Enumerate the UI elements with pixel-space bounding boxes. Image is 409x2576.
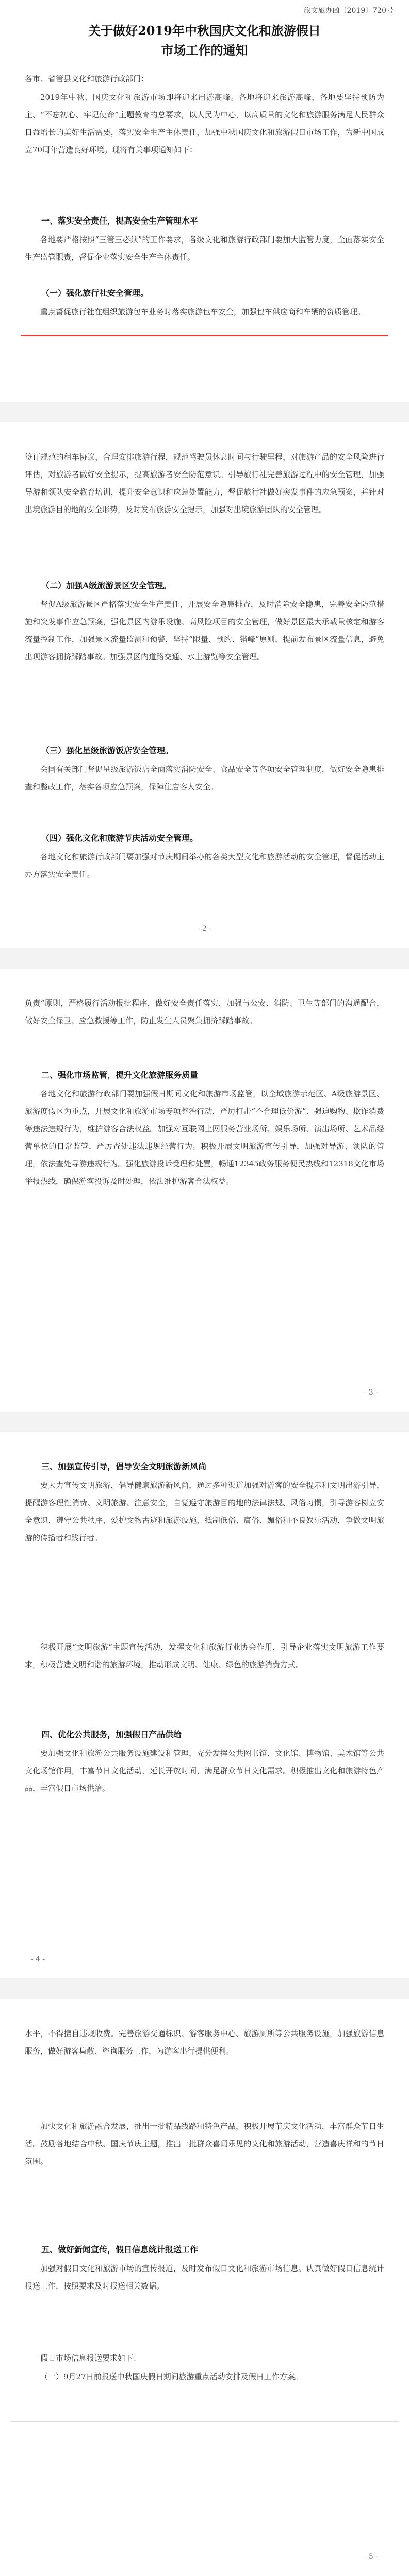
section-1-heading: 一、落实安全责任，提高安全生产管理水平 bbox=[41, 216, 199, 226]
section-4-heading: 四、优化公共服务，加强假日产品供给 bbox=[41, 1730, 182, 1739]
page-gap bbox=[0, 1978, 409, 1999]
page-gap bbox=[0, 1412, 409, 1432]
page-gap bbox=[0, 948, 409, 969]
section-2-paragraph: 各地文化和旅游行政部门要加强假日期间文化和旅游市场监管，以全域旅游示范区、A级旅游景区、旅游度假区为重点，开展文化和旅游市场专项整治行动，严厉打击“不合理低价游”、强迫购物、欺诈消费等违法违规行为，维护游客合法权益。加强对互联网上网服务营业场所、娱乐场所、演出场所、艺术品经营单位的日常监管，严厉查处违法违规经营行为。积极开展文明旅游宣传引导，加强对导游、领队的管理，依法查处导游违规行为。强化旅游投诉受理和处置，畅通12345政务服务便民热线和12318文化市场举报热线，确保游客投诉及时处理，依法维护游客合法权益。 bbox=[25, 1089, 384, 1186]
subsection-2-heading: （二）加强A级旅游景区安全管理。 bbox=[41, 581, 172, 590]
section-3-heading: 三、加强宣传引导，倡导安全文明旅游新风尚 bbox=[41, 1462, 207, 1471]
subsection-2-paragraph: 督促A级旅游景区严格落实安全生产责任，开展安全隐患排查，及时消除安全隐患，完善安全防范措施和突发事件应急预案，强化景区内游乐设施、高风险项目的安全管理，做好景区最大承载量核定和游客流量控制工作，加强景区流量监测和预警，坚持“限量、预约、错峰”原则，提前发布景区流量信息，避免出现游客拥挤踩踏事故。加强景区内道路交通、水上游览等安全管理。 bbox=[25, 600, 384, 662]
page-1 bbox=[0, 0, 409, 402]
red-underline bbox=[21, 335, 388, 336]
page-number-2: - 2 - bbox=[197, 925, 212, 933]
page-3 bbox=[0, 969, 409, 1412]
subsection-1-heading: （一）强化旅行社安全管理。 bbox=[41, 288, 149, 298]
section-5-heading: 五、做好新闻宣传，假日信息统计报送工作 bbox=[41, 2245, 199, 2255]
section-5-paragraph: 加强对假日文化和旅游市场的宣传报道，及时发布假日文化和旅游市场信息。认真做好假日信息统计报送工作，按照要求及时报送相关数据。 bbox=[25, 2264, 384, 2291]
section-4-paragraph: 要加强文化和旅游公共服务设施建设和管理，充分发挥公共图书馆、文化馆、博物馆、美术馆等公共文化场馆作用，丰富节日文化活动，延长开放时间，满足群众节日文化需求。积极推出文化和旅游特色产品，丰富假日市场供给。 bbox=[25, 1749, 384, 1793]
report-item-1: （一）9月27日前报送中秋国庆假日期间旅游重点活动安排及假日工作方案。 bbox=[40, 2372, 303, 2381]
page-5-paragraph-2: 加快文化和旅游融合发展，推出一批精品线路和特色产品，积极开展节庆文化活动，丰富群众节日生活。鼓励各地结合中秋、国庆节庆主题，推出一批群众喜闻乐见的文化和旅游活动，营造喜庆祥和的节日氛围。 bbox=[25, 2122, 384, 2166]
page-5-paragraph-1: 水平，不得擅自违规收费。完善旅游交通标识、游客服务中心、旅游厕所等公共服务设施，加强旅游信息服务，做好游客集散、咨询服务工作，为游客出行提供便利。 bbox=[25, 2029, 384, 2056]
subsection-3-heading: （三）强化星级旅游饭店安全管理。 bbox=[41, 745, 174, 755]
subsection-3-paragraph: 会同有关部门督促星级旅游饭店全面落实消防安全、食品安全等各项安全管理制度，做好安全隐患排查和整改工作，落实各项应急预案，保障住店客人安全。 bbox=[25, 765, 384, 791]
subsection-1-paragraph: 重点督促旅行社在组织旅游包车业务时落实旅游包车安全，加强包车供应商和车辆的资质管理。 bbox=[40, 307, 366, 316]
item-divider bbox=[10, 2421, 399, 2422]
section-3-paragraph-2: 积极开展“文明旅游”主题宣传活动，发挥文化和旅游行业协会作用，引导企业落实文明旅游工作要求，积极营造文明和谐的旅游环境，推动形成文明、健康、绿色的旅游消费方式。 bbox=[25, 1642, 384, 1669]
page-number-4: - 4 - bbox=[31, 1955, 45, 1963]
intro-paragraph: 2019年中秋、国庆文化和旅游市场即将迎来出游高峰。各地将迎来旅游高峰，各地要坚持预防为主、“不忘初心、牢记使命”主题教育的总要求，以人民为中心，以高质量的文化和旅游服务满足人民群众日益增长的美好生活需要，落实安全生产主体责任，加强中秋国庆文化和旅游假日市场工作，为新中国成立70周年营造良好环境。现将有关事项通知如下： bbox=[25, 93, 384, 155]
page-4 bbox=[0, 1432, 409, 1978]
page-number-5: - 5 - bbox=[364, 2553, 378, 2561]
subsection-4-paragraph: 各地文化和旅游行政部门要加强对节庆期间举办的各类大型文化和旅游活动的安全管理，督促活动主办方落实安全责任。 bbox=[25, 852, 384, 879]
page-3-paragraph-1: 负责“原则，严格履行活动报批程序，做好安全责任落实，加强与公安、消防、卫生等部门的沟通配合，做好安全保卫、应急救援等工作，防止发生人员聚集拥挤踩踏事故。 bbox=[25, 998, 384, 1025]
page-number-3: - 3 - bbox=[364, 1388, 378, 1397]
subsection-4-heading: （四）强化文化和旅游节庆活动安全管理。 bbox=[41, 833, 199, 843]
document-title-line-1: 关于做好2019年中秋国庆文化和旅游假日 bbox=[88, 23, 321, 38]
section-2-heading: 二、强化市场监管，提升文化旅游服务质量 bbox=[41, 1070, 199, 1080]
addressee: 各市、省管县文化和旅游行政部门： bbox=[25, 74, 149, 83]
page-2-paragraph-1: 签订规范的租车协议，合理安排旅游行程，规范驾驶员休息时间与行驶里程，对旅游产品的安全风险进行评估，对旅游者做好安全提示，提高旅游者安全防范意识。引导旅行社完善旅游过程中的安全管理，加强导游和领队安全教育培训，提升安全意识和应急处置能力，督促旅行社做好突发事件的应急预案，并针对出境旅游目的地的安全形势，及时发布旅游安全提示，加强对出境旅游团队的安全管理。 bbox=[25, 452, 384, 514]
report-requirements: 假日市场信息报送要求如下： bbox=[40, 2353, 141, 2363]
section-3-paragraph-1: 要大力宣传文明旅游，倡导健康旅游新风尚，通过多种渠道加强对游客的安全提示和文明出游引导，提醒游客理性消费、文明旅游、注意安全，自觉遵守旅游目的地的法律法规、风俗习惯，引导游客树立安全意识，遵守公共秩序，爱护文物古迹和旅游设施，抵制低俗、庸俗、媚俗和不良娱乐活动，争做文明旅游的传播者和践行者。 bbox=[25, 1481, 384, 1543]
document-title-line-2: 市场工作的通知 bbox=[161, 43, 248, 58]
page-gap bbox=[0, 402, 409, 422]
doc-number: 旅文旅办函〔2019〕720号 bbox=[303, 7, 394, 15]
page-2 bbox=[0, 422, 409, 948]
section-1-paragraph: 各地要严格按照“三管三必须”的工作要求，各级文化和旅游行政部门要加大监管力度，全面落实安全生产监管职责，督促企业落实安全生产主体责任。 bbox=[25, 235, 384, 262]
page-5 bbox=[0, 1999, 409, 2576]
